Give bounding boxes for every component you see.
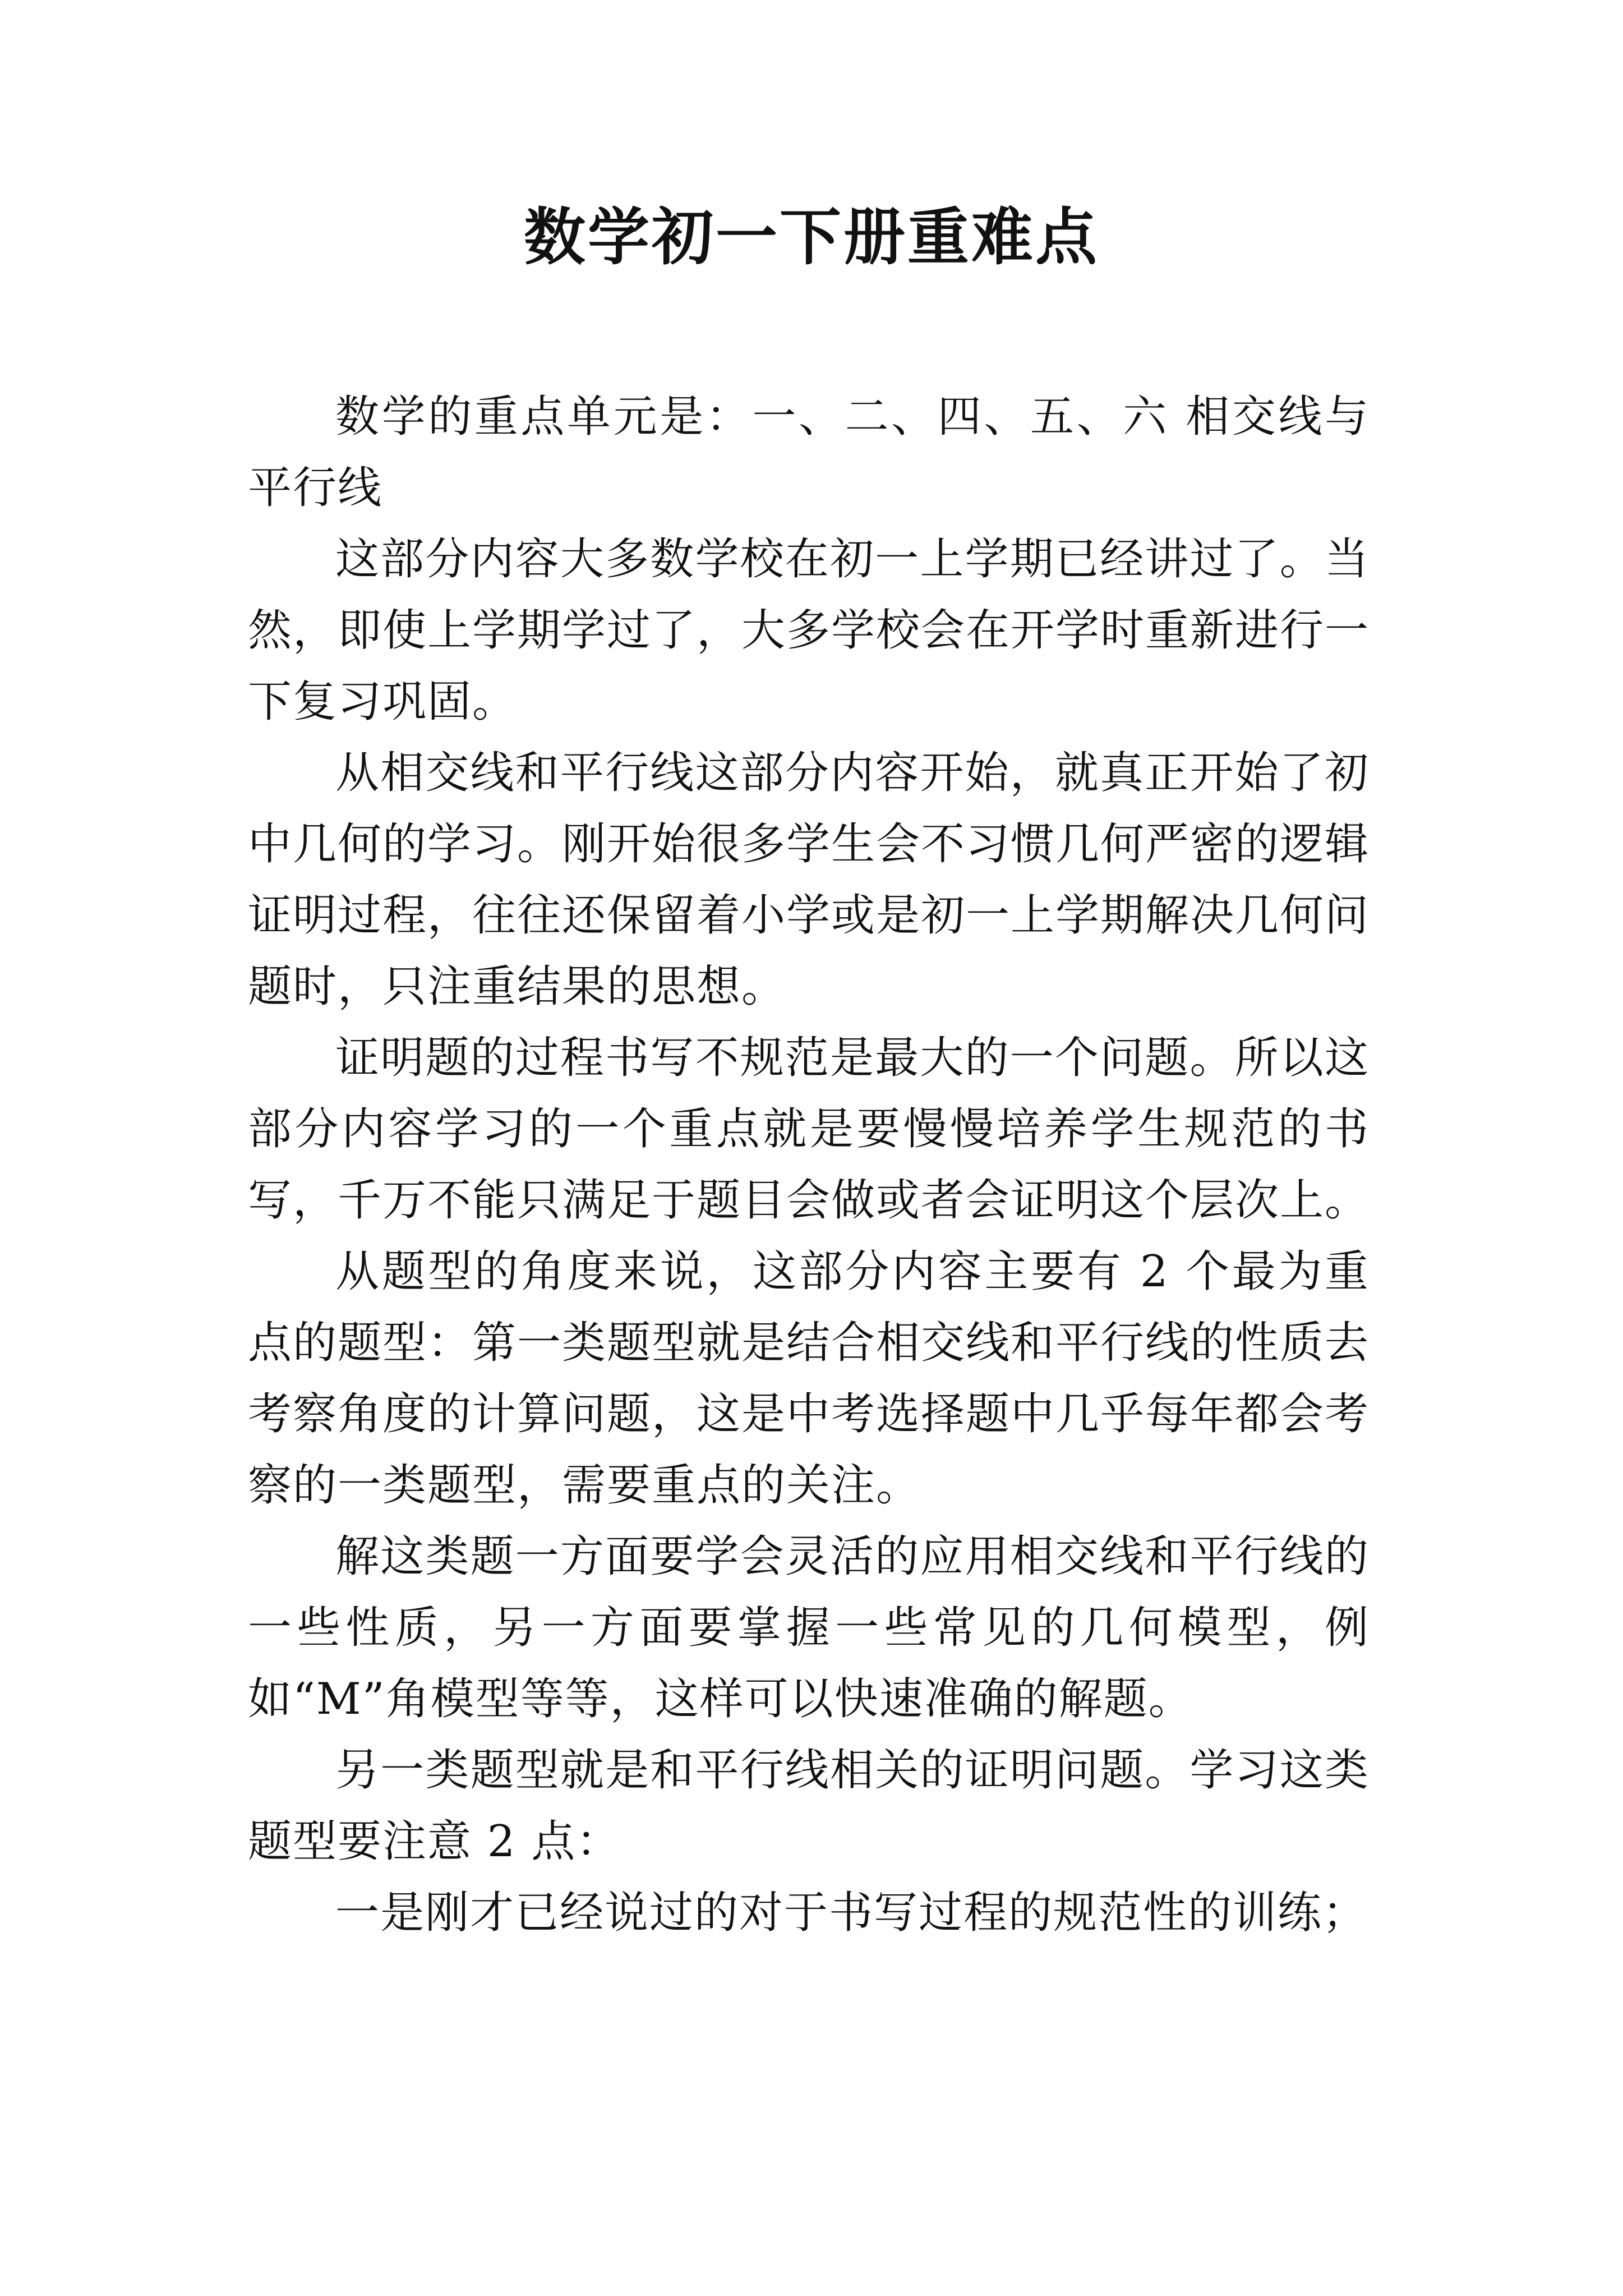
paragraph: 证明题的过程书写不规范是最大的一个问题。所以这部分内容学习的一个重点就是要慢慢培养学生规范的书写，千万不能只满足于题目会做或者会证明这个层次上。 bbox=[248, 1033, 1370, 1226]
paragraph: 一是刚才已经说过的对于书写过程的规范性的训练； bbox=[335, 1888, 1368, 1938]
document-body bbox=[248, 381, 1370, 1949]
paragraph: 从题型的角度来说，这部分内容主要有 2 个最为重点的题型：第一类题型就是结合相交线和平行线的性质去考察角度的计算问题，这是中考选择题中几乎每年都会考察的一类题型，需要重点的关注。 bbox=[248, 1246, 1370, 1511]
paragraph: 解这类题一方面要学会灵活的应用相交线和平行线的一些性质，另一方面要掌握一些常见的几何模型，例如“M”角模型等等，这样可以快速准确的解题。 bbox=[248, 1531, 1370, 1724]
document-title: 数学初一下册重难点 bbox=[524, 201, 1099, 273]
paragraph: 从相交线和平行线这部分内容开始，就真正开始了初中几何的学习。刚开始很多学生会不习惯几何严密的逻辑证明过程，往往还保留着小学或是初一上学期解决几何问题时，只注重结果的思想。 bbox=[248, 748, 1370, 1012]
paragraph: 数学的重点单元是：一、二、四、五、六 相交线与平行线 bbox=[248, 392, 1370, 513]
paragraph: 这部分内容大多数学校在初一上学期已经讲过了。当然，即使上学期学过了，大多学校会在开学时重新进行一下复习巩固。 bbox=[248, 534, 1370, 727]
paragraph: 另一类题型就是和平行线相关的证明问题。学习这类题型要注意 2 点： bbox=[248, 1745, 1370, 1867]
